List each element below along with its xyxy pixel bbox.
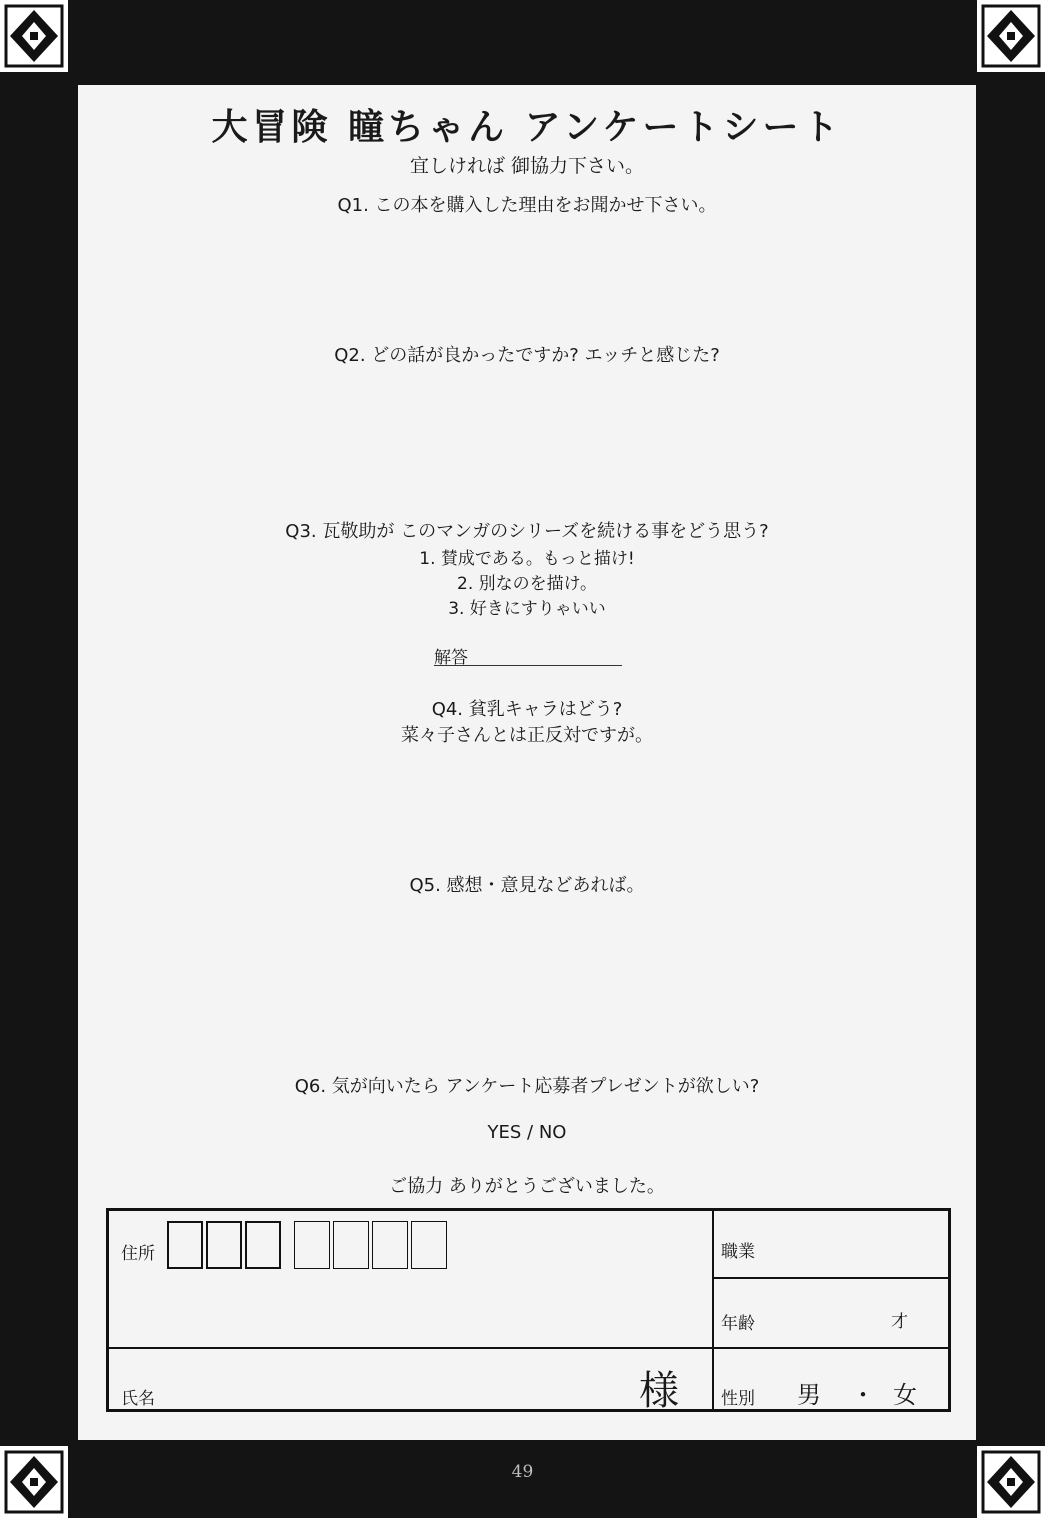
question-3: Q3. 瓦敬助が このマンガのシリーズを続ける事をどう思う?	[285, 521, 769, 542]
gender-separator: ・	[851, 1381, 875, 1409]
name-label: 氏名	[121, 1389, 155, 1409]
question-6: Q6. 気が向いたら アンケート応募者プレゼントが欲しい?	[294, 1076, 760, 1097]
postal-digit[interactable]	[333, 1221, 369, 1269]
reply-form	[106, 1208, 951, 1412]
sheet-title: 大冒険 瞳ちゃん アンケートシート	[211, 107, 843, 148]
question-4-note: 菜々子さんとは正反対ですが。	[401, 725, 653, 746]
postal-digit[interactable]	[411, 1221, 447, 1269]
corner-ornament-icon	[0, 0, 68, 72]
question-5: Q5. 感想・意見などあれば。	[409, 875, 645, 896]
answer-field[interactable]	[434, 643, 622, 666]
question-3-option-2: 2. 別なのを描け。	[457, 574, 597, 594]
age-unit: 才	[891, 1312, 908, 1332]
question-2: Q2. どの話が良かったですか? エッチと感じた?	[334, 345, 720, 366]
corner-ornament-icon	[977, 0, 1045, 72]
corner-ornament-icon	[0, 1446, 68, 1518]
postal-digit[interactable]	[167, 1221, 203, 1269]
postal-digit[interactable]	[206, 1221, 242, 1269]
address-label: 住所	[121, 1244, 155, 1264]
postal-digit[interactable]	[294, 1221, 330, 1269]
thanks-message: ご協力 ありがとうございました。	[389, 1176, 665, 1197]
gender-label: 性別	[721, 1389, 755, 1409]
age-label: 年齢	[721, 1314, 755, 1334]
question-1: Q1. この本を購入した理由をお聞かせ下さい。	[337, 195, 717, 216]
occupation-label: 職業	[721, 1242, 755, 1262]
sheet-subtitle: 宜しければ 御協力下さい。	[409, 155, 645, 177]
corner-ornament-icon	[977, 1446, 1045, 1518]
postal-digit[interactable]	[245, 1221, 281, 1269]
answer-label: 解答	[434, 648, 468, 668]
gender-male-option[interactable]: 男	[797, 1381, 821, 1409]
gender-female-option[interactable]: 女	[893, 1381, 917, 1409]
page-number: 49	[511, 1462, 534, 1482]
question-4: Q4. 貧乳キャラはどう?	[431, 699, 623, 720]
postal-code-boxes[interactable]	[167, 1221, 450, 1269]
question-3-option-1: 1. 賛成である。もっと描け!	[419, 549, 635, 569]
question-3-option-3: 3. 好きにすりゃいい	[448, 599, 606, 619]
postal-digit[interactable]	[372, 1221, 408, 1269]
honorific-sama: 様	[639, 1368, 679, 1414]
yes-no-choice[interactable]: YES / NO	[487, 1122, 567, 1143]
questionnaire-sheet	[78, 85, 976, 1440]
